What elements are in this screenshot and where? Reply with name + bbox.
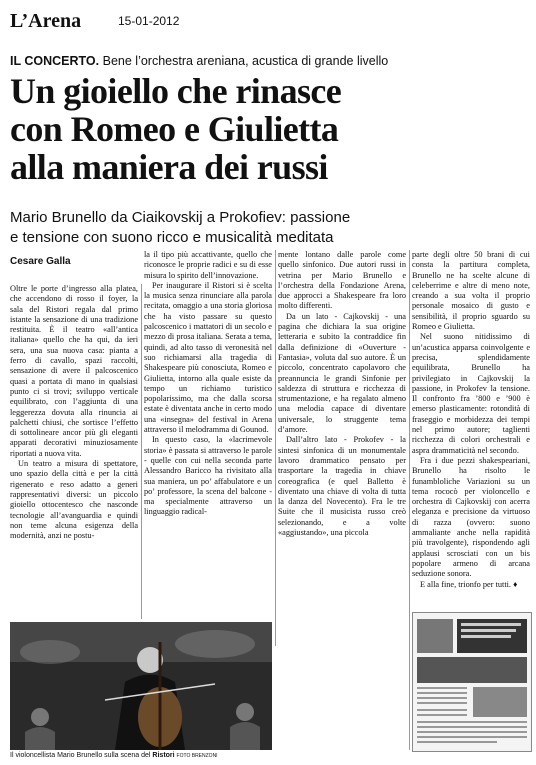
kicker-label: IL CONCERTO. — [10, 54, 100, 68]
paragraph: Da un lato - Cajkovskij - una pagina che dichiara la sua origine letteraria e subito la contraddice fin dalla definizione di «Ouverture - Fantasia», voluta dal suo autore. È un piccolo, concentrato capolavoro che preannuncia le grandi Sinfonie per saldezza di struttura e ricchezza di strumentazione, e ha regalato almeno una melodia capace di diventare universale, lo struggente tema d’amore. — [278, 311, 406, 435]
headline-line: Un gioiello che rinasce — [10, 71, 342, 111]
paragraph: mente lontano dalle parole come quello sinfonico. Due autori russi in vetrina per Mario Brunello e l’orchestra della Fondazione Arena, due approcci a Shakespeare fra loro molto differenti. — [278, 250, 406, 311]
paragraph: Un teatro a misura di spettatore, uno spazio della città e per la città rigenerato e reso adatto a generi rappresentativi diversi: un piccolo gioiello ottocentesco che nasconde tecnologie all’avanguardia e quindi non teme alcuna esigenza della modernità, anzi ne postu- — [10, 459, 138, 541]
photo-caption — [10, 752, 218, 759]
kicker-text: Bene l’orchestra areniana, acustica di grande livello — [102, 54, 389, 68]
page-thumbnail — [412, 612, 532, 752]
paragraph: Oltre le porte d’ingresso alla platea, che accendono di rosso il foyer, la sala del Ristori regala dal primo istante la sensazione di una tradizione restituita. È il teatro «all’antica italiana» quello che ha qui, da ieri sera, una sua nuova casa: pianta a ferro di cavallo, spazi raccolti, sensazione di avere il palcoscenico quasi a portata di mano in qualsiasi punto ci si trovi; sviluppo verticale equilibrato, con l’aggiunta di una leggerezza dovuta alla rinuncia ai palchetti chiusi, che sortisce l’effetto di sottolineare ancor più gli eleganti apparati decorativi minuziosamente riportati a nuova vita. — [10, 284, 138, 458]
caption-venue: Ristori — [152, 752, 175, 759]
masthead: L’Arena — [10, 10, 82, 32]
photo-credit: FOTO BRENZONI — [176, 753, 218, 759]
article-column-1 — [10, 284, 138, 619]
paragraph: la il tipo più accattivante, quello che riconosce le proprie radici e su di esse misura lo spirito dell’innovazione. — [144, 250, 272, 280]
byline: Cesare Galla — [10, 256, 71, 267]
headline-line: con Romeo e Giulietta — [10, 109, 339, 149]
column-divider — [409, 250, 410, 750]
paragraph: E alla fine, trionfo per tutti. ♦ — [420, 579, 518, 589]
deck-line: e tensione con suono ricco e musicalità meditata — [10, 229, 334, 246]
cellist-photo-illustration — [10, 622, 272, 750]
paragraph: In questo caso, la «lacrimevole storia» è passata si attraverso le parole - quelle con cui nella seconda parte Alessandro Baricco ha rivisitato alla sua maniera, un po’ affabulatore e un po’ professore, la scena del balcone - ma specialmente attraverso un linguaggio radical- — [144, 435, 272, 517]
paragraph: Per inaugurare il Ristori si è scelta la musica senza rinunciare alla parola recitata, omaggio a una storia gloriosa che ha visto passare su questo palcoscenico i mattatori di un secolo e mezzo di prosa italiana. Serata a tema, quindi, ad alto tasso di veronesità nel suo richiamarsi alla tragedia di Shakespeare più conosciuta, Romeo e Giulietta, intorno alla quale esiste da tempo un richiamo turistico popolarissimo, ma che dalla scorsa estate è diventata anche in certo modo una «insegna» del festival in Arena attraverso il melodramma di Gounod. — [144, 280, 272, 435]
publication-date: 15-01-2012 — [118, 14, 180, 28]
deck-line: Mario Brunello da Ciaikovskij a Prokofiev: passione — [10, 209, 351, 226]
article-column-2 — [144, 250, 272, 646]
caption-text: Il violoncellista Mario Brunello sulla scena del — [10, 752, 151, 759]
paragraph: Fra i due pezzi shakespeariani, Brunello ha risolto le funambloliche Variazioni su un tema rococò per violoncello e orchestra di Cajkovskij con acerra eleganza e precisione da virtuoso di razza (ovvero: suono ammaliante anche nella rapidità più travolgente), rispondendo agli applausi scrosciati con un bis popolare armeno di arcana seduzione sonora. — [412, 455, 530, 579]
concert-photo — [10, 622, 272, 750]
headline-line: alla maniera dei russi — [10, 147, 328, 187]
column-divider — [141, 284, 142, 619]
page-thumbnail-illustration — [413, 613, 531, 751]
deck — [10, 208, 530, 248]
paragraph: Dall’altro lato - Prokofev - la sintesi sinfonica di un monumentale lavoro drammatico pensato per trasportare la tragedia in chiave coreografica (e quel Balletto è diventato una chiave di volta di tutta la danza del Novecento). Fra le tre Suite che il musicista russo creò selezionando, e a volte «aggiustando», una piccola — [278, 435, 406, 538]
paragraph: Nel suono nitidissimo di un’acustica apparsa coinvolgente e precisa, splendidamente equilibrata, Brunello ha privilegiato in Cajkovskij la passione, in Prokofev la tensione. Il confronto fra ’800 e ’900 è emerso plasticamente: rotondità di fraseggio e morbidezza dei tempi nel primo autore; taglienti ricchezza di colori orchestrali e aspra drammaticità nel secondo. — [412, 332, 530, 455]
headline — [10, 72, 530, 186]
article-column-4 — [412, 250, 530, 590]
article-column-3 — [278, 250, 406, 646]
paragraph: parte degli oltre 50 brani di cui consta la partitura completa, Brunello ne ha scelte alcune di celeberrime e altre di meno note, creando a sua volta il proprio personale mosaico di gusto e sensibilità, il proprio sguardo su Romeo e Giulietta. — [412, 250, 530, 332]
column-divider — [275, 250, 276, 646]
kicker — [10, 54, 530, 68]
